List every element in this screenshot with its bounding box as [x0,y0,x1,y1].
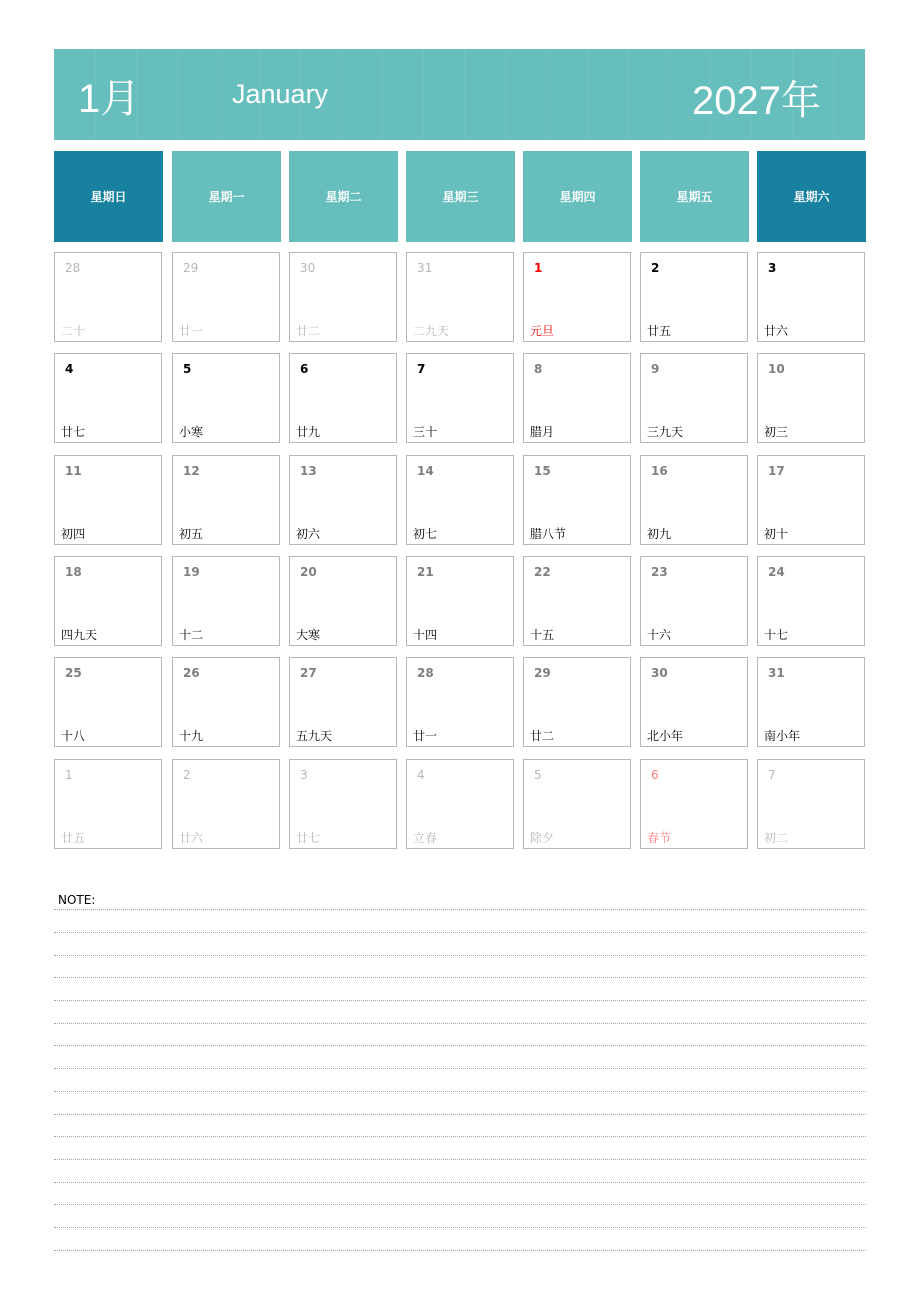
day-number: 1 [65,768,73,782]
day-number: 1 [534,261,543,275]
note-line[interactable] [54,932,866,933]
day-number: 25 [65,666,82,680]
lunar-date: 廿九 [296,425,321,439]
day-cell[interactable] [523,252,631,342]
lunar-date: 廿二 [296,324,321,338]
day-cell[interactable] [757,759,865,849]
day-number: 12 [183,464,200,478]
day-number: 22 [534,565,551,579]
day-number: 23 [651,565,668,579]
lunar-date: 廿一 [413,729,438,743]
note-line[interactable] [54,909,866,910]
lunar-date: 廿一 [179,324,204,338]
day-cell[interactable] [757,657,865,747]
weekday-header: 星期二 [289,151,398,242]
lunar-date: 北小年 [647,729,684,743]
day-cell[interactable] [757,252,865,342]
note-line[interactable] [54,1091,866,1092]
day-number: 29 [534,666,551,680]
lunar-date: 初六 [296,527,321,541]
day-cell[interactable] [640,657,748,747]
lunar-date: 廿六 [764,324,789,338]
day-number: 17 [768,464,785,478]
lunar-date: 十五 [530,628,555,642]
day-cell[interactable] [406,353,514,443]
day-number: 7 [417,362,426,376]
day-cell[interactable] [523,556,631,646]
lunar-date: 大寒 [296,628,321,642]
note-line[interactable] [54,1000,866,1001]
day-cell[interactable] [289,252,397,342]
day-number: 20 [300,565,317,579]
day-number: 18 [65,565,82,579]
day-cell[interactable] [406,759,514,849]
day-cell[interactable] [523,353,631,443]
lunar-date: 除夕 [530,831,555,845]
lunar-date: 立春 [413,831,438,845]
lunar-date: 初十 [764,527,789,541]
day-cell[interactable] [172,556,280,646]
lunar-date: 元旦 [530,324,555,338]
weekday-header: 星期三 [406,151,515,242]
calendar-grid [54,252,866,850]
lunar-date: 初二 [764,831,789,845]
lunar-date: 十六 [647,628,672,642]
lunar-date: 廿六 [179,831,204,845]
lunar-date: 廿二 [530,729,555,743]
lunar-date: 二十 [61,324,86,338]
day-number: 2 [183,768,191,782]
weekday-header: 星期五 [640,151,749,242]
day-number: 24 [768,565,785,579]
day-number: 3 [300,768,308,782]
note-line[interactable] [54,1204,866,1205]
day-number: 3 [768,261,777,275]
weekday-header: 星期一 [172,151,281,242]
note-label: NOTE: [58,893,96,907]
day-cell[interactable] [523,455,631,545]
day-number: 4 [65,362,74,376]
day-cell[interactable] [172,759,280,849]
month-english-title: January [232,79,329,109]
lunar-date: 廿五 [647,324,672,338]
day-cell[interactable] [640,252,748,342]
lunar-date: 小寒 [179,425,204,439]
lunar-date: 初五 [179,527,204,541]
day-cell[interactable] [406,556,514,646]
note-line[interactable] [54,1045,866,1046]
lunar-date: 十四 [413,628,438,642]
weekday-header: 星期日 [54,151,163,242]
note-line[interactable] [54,1136,866,1137]
day-cell[interactable] [172,353,280,443]
day-cell[interactable] [289,455,397,545]
lunar-date: 初七 [413,527,438,541]
lunar-date: 十九 [179,729,204,743]
day-cell[interactable] [406,252,514,342]
day-number: 21 [417,565,434,579]
day-cell[interactable] [289,759,397,849]
day-cell[interactable] [172,455,280,545]
lunar-date: 三十 [413,425,438,439]
day-number: 5 [534,768,542,782]
lunar-date: 初九 [647,527,672,541]
day-cell[interactable] [289,556,397,646]
day-number: 2 [651,261,660,275]
month-chinese-title: 1月 [78,77,141,121]
note-line[interactable] [54,1250,866,1251]
lunar-date: 十七 [764,628,789,642]
day-number: 26 [183,666,200,680]
day-cell[interactable] [640,759,748,849]
note-line[interactable] [54,1114,866,1115]
lunar-date: 十八 [61,729,86,743]
month-banner [54,49,865,140]
lunar-date: 初四 [61,527,86,541]
day-number: 13 [300,464,317,478]
day-number: 11 [65,464,82,478]
day-cell[interactable] [757,455,865,545]
lunar-date: 廿五 [61,831,86,845]
day-cell[interactable] [54,252,162,342]
day-number: 14 [417,464,434,478]
day-cell[interactable] [289,353,397,443]
note-line[interactable] [54,1023,866,1024]
lunar-date: 十二 [179,628,204,642]
note-line[interactable] [54,1159,866,1160]
day-cell[interactable] [757,353,865,443]
day-number: 30 [651,666,668,680]
day-cell[interactable] [54,556,162,646]
day-cell[interactable] [406,657,514,747]
lunar-date: 廿七 [61,425,86,439]
day-cell[interactable] [523,759,631,849]
day-number: 16 [651,464,668,478]
note-line[interactable] [54,1227,866,1228]
day-cell[interactable] [289,657,397,747]
note-line[interactable] [54,1182,866,1183]
day-number: 6 [651,768,659,782]
lunar-date: 腊月 [530,425,555,439]
note-line[interactable] [54,1068,866,1069]
day-number: 8 [534,362,543,376]
lunar-date: 初三 [764,425,789,439]
day-number: 9 [651,362,660,376]
day-number: 31 [768,666,785,680]
day-cell[interactable] [54,353,162,443]
day-cell[interactable] [640,556,748,646]
day-number: 28 [65,261,81,275]
day-cell[interactable] [172,657,280,747]
day-number: 7 [768,768,776,782]
day-cell[interactable] [640,353,748,443]
lunar-date: 腊八节 [530,527,567,541]
day-cell[interactable] [172,252,280,342]
day-number: 28 [417,666,434,680]
day-cell[interactable] [54,657,162,747]
day-cell[interactable] [54,455,162,545]
weekday-header-row [54,151,866,242]
day-number: 4 [417,768,425,782]
day-number: 6 [300,362,309,376]
lunar-date: 四九天 [61,628,98,642]
day-number: 15 [534,464,551,478]
weekday-header: 星期四 [523,151,632,242]
note-line[interactable] [54,977,866,978]
day-number: 31 [417,261,433,275]
day-number: 29 [183,261,199,275]
lunar-date: 廿七 [296,831,321,845]
day-number: 19 [183,565,200,579]
day-number: 30 [300,261,316,275]
day-cell[interactable] [406,455,514,545]
lunar-date: 五九天 [296,729,333,743]
weekday-header: 星期六 [757,151,866,242]
year-title: 2027年 [692,79,821,123]
day-cell[interactable] [54,759,162,849]
note-line[interactable] [54,955,866,956]
day-cell[interactable] [640,455,748,545]
day-cell[interactable] [757,556,865,646]
lunar-date: 三九天 [647,425,684,439]
day-number: 10 [768,362,785,376]
day-number: 5 [183,362,192,376]
day-cell[interactable] [523,657,631,747]
day-number: 27 [300,666,317,680]
lunar-date: 二九天 [413,324,450,338]
lunar-date: 春节 [647,831,672,845]
lunar-date: 南小年 [764,729,801,743]
